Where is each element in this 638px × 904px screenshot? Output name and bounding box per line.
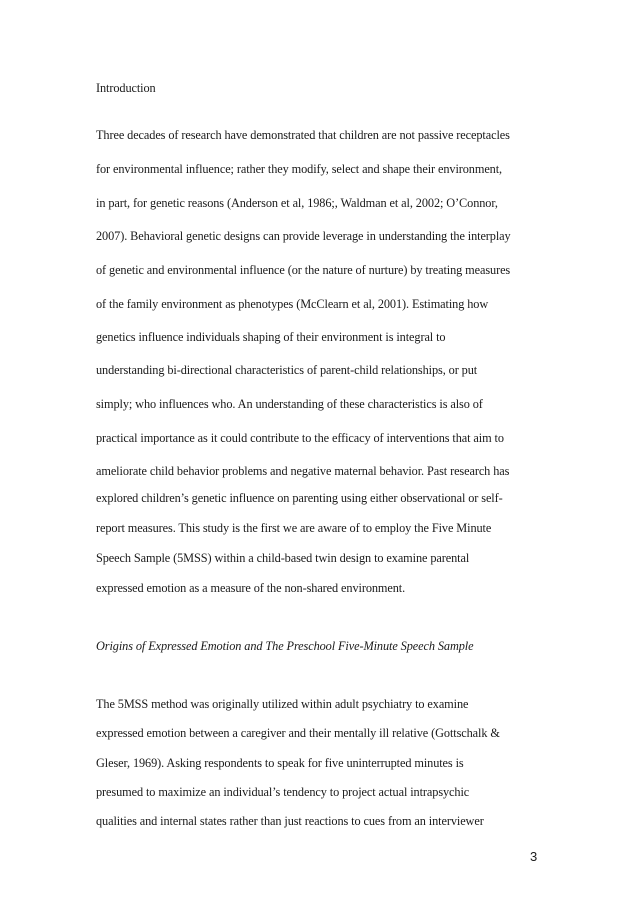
paragraph-line: expressed emotion between a caregiver and their mentally ill relative (Gottschalk & <box>96 726 500 740</box>
paragraph-line: The 5MSS method was originally utilized within adult psychiatry to examine <box>96 697 469 711</box>
paragraph-line: qualities and internal states rather than just reactions to cues from an interviewer <box>96 814 484 828</box>
paragraph-line: genetics influence individuals shaping of their environment is integral to <box>96 330 446 344</box>
paragraph-line: practical importance as it could contribute to the efficacy of interventions that aim to <box>96 431 504 445</box>
paragraph-line: Gleser, 1969). Asking respondents to speak for five uninterrupted minutes is <box>96 756 464 770</box>
paragraph-line: report measures. This study is the first we are aware of to employ the Five Minute <box>96 521 492 535</box>
page-number: 3 <box>530 849 538 864</box>
paragraph-line: in part, for genetic reasons (Anderson et al, 1986;, Waldman et al, 2002; O’Connor, <box>96 196 498 210</box>
paragraph-line: of the family environment as phenotypes (McClearn et al, 2001). Estimating how <box>96 297 489 311</box>
paragraph-line: for environmental influence; rather they modify, select and shape their environment, <box>96 162 503 176</box>
section-heading-origins: Origins of Expressed Emotion and The Preschool Five-Minute Speech Sample <box>96 639 474 653</box>
paragraph-line: presumed to maximize an individual’s tendency to project actual intrapsychic <box>96 785 470 799</box>
paragraph-line: ameliorate child behavior problems and negative maternal behavior. Past research has <box>96 464 510 478</box>
paragraph-line: of genetic and environmental influence (or the nature of nurture) by treating measures <box>96 263 511 277</box>
section-heading-introduction: Introduction <box>96 81 156 95</box>
paragraph-line: explored children’s genetic influence on parenting using either observational or self- <box>96 491 503 505</box>
paragraph-line: 2007). Behavioral genetic designs can provide leverage in understanding the interplay <box>96 229 511 243</box>
paragraph-line: simply; who influences who. An understanding of these characteristics is also of <box>96 397 483 411</box>
paragraph-line: Speech Sample (5MSS) within a child-based twin design to examine parental <box>96 551 470 565</box>
paragraph-line: expressed emotion as a measure of the non-shared environment. <box>96 581 406 595</box>
paragraph-line: understanding bi-directional characteristics of parent-child relationships, or put <box>96 363 478 377</box>
paragraph-line: Three decades of research have demonstrated that children are not passive receptacles <box>96 128 510 142</box>
